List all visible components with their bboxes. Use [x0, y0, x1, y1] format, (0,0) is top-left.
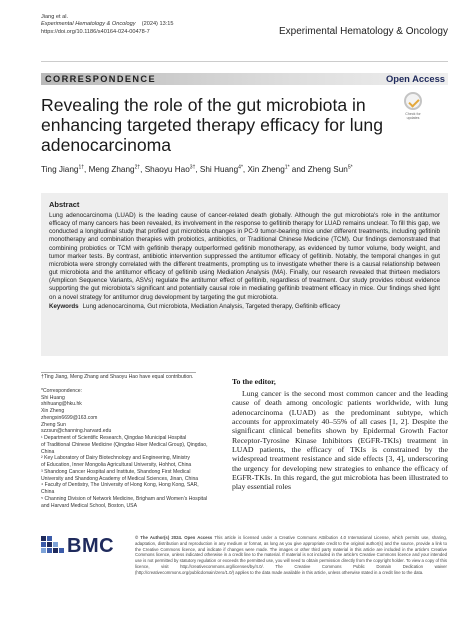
contact-name: Zheng Sun [41, 421, 66, 428]
to-editor-heading: To the editor, [232, 377, 276, 386]
contact-email[interactable]: shihuang@hku.hk [41, 401, 82, 408]
affiliation-line: ⁴ Faculty of Dentistry, The University of Hong Kong, Hong Kong, SAR, [41, 482, 199, 489]
header-journal: Experimental Hematology & Oncology [41, 21, 136, 28]
contact-email[interactable]: zhengxin6699@163.com [41, 414, 98, 421]
correspondence-heading: *Correspondence: [41, 387, 83, 394]
license-copyright: © The Author(s) 2024. Open Access [135, 535, 213, 540]
body-paragraph: Lung cancer is the second most common cancer and the leading cause of death among oncologic patients worldwide, with lung adenocarcinoma (LUAD) as the predominant subtype, which accounts for approximately 40–55% of all cases [1, 2]. Despite the significant clinical benefits shown by Epidermal Growth Factor Receptor-Tyrosine Kinase Inhibitors (EGFR-TKIs) treatment in LUAD patients, the efficacy of TKIs is constrained by the widespread treatment resistance and side effects [3, 4], underscoring the urgency for developing new strategies to enhance the efficacy of EGFR-TKIs. In this regard, the gut microbiota has been illustrated to play essential roles [232, 389, 448, 492]
abstract-heading: Abstract [49, 200, 80, 209]
contact-name: Xin Zheng [41, 408, 65, 414]
author: Shaoyu Hao$^{3\dagger}$, [144, 164, 200, 174]
keywords: Lung adenocarcinoma, Gut microbiota, Mediation Analysis, Targeted therapy, Gefitinib efficacy [82, 302, 341, 310]
bmc-logo-icon [41, 536, 65, 556]
license-text [135, 535, 447, 575]
affiliation-line: ⁵ Channing Division of Network Medicine, Brigham and Women's Hospital [41, 495, 208, 502]
header-journal-line [41, 21, 173, 28]
contact-name: Shi Huang [41, 394, 65, 401]
check-updates-label: Check for updates [405, 112, 421, 121]
check-updates-icon [404, 92, 422, 110]
author: Zheng Sun$^{5*}$ [307, 164, 353, 174]
section-label: CORRESPONDENCE [45, 74, 156, 84]
journal-name-right: Experimental Hematology & Oncology [279, 26, 448, 37]
header-year-volume: (2024) 13:15 [141, 21, 174, 28]
author: Meng Zhang$^{2\dagger}$, [88, 164, 145, 174]
affiliation-line: University and Shandong Academy of Medical Sciences, Jinan, China [41, 475, 199, 482]
bmc-logo [41, 535, 123, 557]
header-doi[interactable]: https://doi.org/10.1186/s40164-024-00478-7 [41, 28, 150, 35]
affiliation-line: China [41, 489, 55, 495]
abstract-body: Lung adenocarcinoma (LUAD) is the leading cause of cancer-related death globally. Although the gut microbiota's role in the antitumor efficacy of many cancers has been revealed, its involvement in the response to gefitinib therapy for LUAD remains unclear. To fill this gap, we conducted a longitudinal study that profiled gut microbiota changes in PC-9 tumor-bearing mice under different treatments, including gefitinib monotherapy and combination therapies with probiotics, antibiotics, or Traditional Chinese Medicine (TCM). Our findings demonstrated that combining probiotics or TCM with gefitinib therapy outperformed gefitinib monotherapy, as evidenced by tumor volume, body weight, and tumor marker tests. By contrast, antibiotic intervention suppressed the antitumor efficacy of gefitinib. Notably, the temporal changes in gut microbiota were strongly correlated with the different treatments, prompting us to investigate whether there is a causal relationship between gut microbiota and the antitumor efficacy of gefitinib using Mediation Analysis (MA). Finally, our research revealed that thirteen mediators (Amplicon Sequence Variants, ASVs) regulate the antitumor effect of gefitinib, regardless of treatment. Our study provides robust evidence supporting the gut microbiota's significant and potentially causal role in mediating gefitinib treatment efficacy in mice. Our findings shed light on a novel strategy for antitumor drug development by targeting the gut microbiota. [49, 212, 440, 301]
open-access-label: Open Access [385, 73, 445, 84]
affiliation-line: of Education, Inner Mongolia Agricultural University, Hohhot, China [41, 462, 192, 468]
keywords-line [49, 303, 440, 311]
abstract-box [41, 193, 448, 356]
contact-email[interactable]: szzsun@channing.harvard.edu [41, 428, 112, 435]
article-title: Revealing the role of the gut microbiota in enhancing targeted therapy efficacy for lung adenocarcinoma [41, 95, 384, 155]
affiliation-line: ³ Shandong Cancer Hospital and Institute, Shandong First Medical [41, 468, 191, 475]
equal-contribution-note: †Ting Jiang, Meng Zhang and Shaoyu Hao have equal contribution. [41, 374, 194, 380]
author: Xin Zheng$^{1*}$ and [247, 164, 308, 174]
author-list [41, 164, 441, 174]
footnotes [41, 374, 221, 509]
check-for-updates-badge[interactable] [398, 92, 428, 120]
affiliation-line: China [41, 448, 55, 455]
footnote-divider [41, 372, 196, 373]
affiliation-line: ² Key Laboratory of Dairy Biotechnology and Engineering, Ministry [41, 455, 190, 462]
running-header [41, 14, 173, 36]
license-body: This article is licensed under a Creative Commons Attribution 4.0 International License, which permits use, sharing, adaptation, distribution and reproduction in any medium or format, as long as you give appropriate credit to the original author(s) and the source, provide a link to the Creative Commons licence, and indicate if changes were made. The images or other third party material in this article are included in the article's Creative Commons licence, unless indicated otherwise in a credit line to the material. If material is not included in the article's Creative Commons licence and your intended use is not permitted by statutory regulation or exceeds the permitted use, you will need to obtain permission directly from the copyright holder. To view a copy of this licence, visit http://creativecommons.org/licenses/by/4.0/. The Creative Commons Public Domain Dedication waiver (http://creativecommons.org/publicdomain/zero/1.0/) applies to the data made available in this article, unless otherwise stated in a credit line to the data. [135, 535, 447, 575]
author: Shi Huang$^{4*}$, [199, 164, 248, 174]
header-divider [41, 61, 448, 62]
author: Ting Jiang$^{1\dagger}$, [41, 164, 89, 174]
header-authors: Jiang et al. [41, 14, 69, 20]
bmc-logo-text: BMC [67, 535, 115, 557]
affiliation-line: and Harvard Medical School, Boston, USA [41, 502, 137, 509]
affiliation-line: of Traditional Chinese Medicine (Qingdao Hiser Medical Group), Qingdao, [41, 441, 208, 448]
affiliation-line: ¹ Department of Scientific Research, Qingdao Municipal Hospital [41, 435, 187, 441]
keywords-label: Keywords [49, 302, 79, 310]
